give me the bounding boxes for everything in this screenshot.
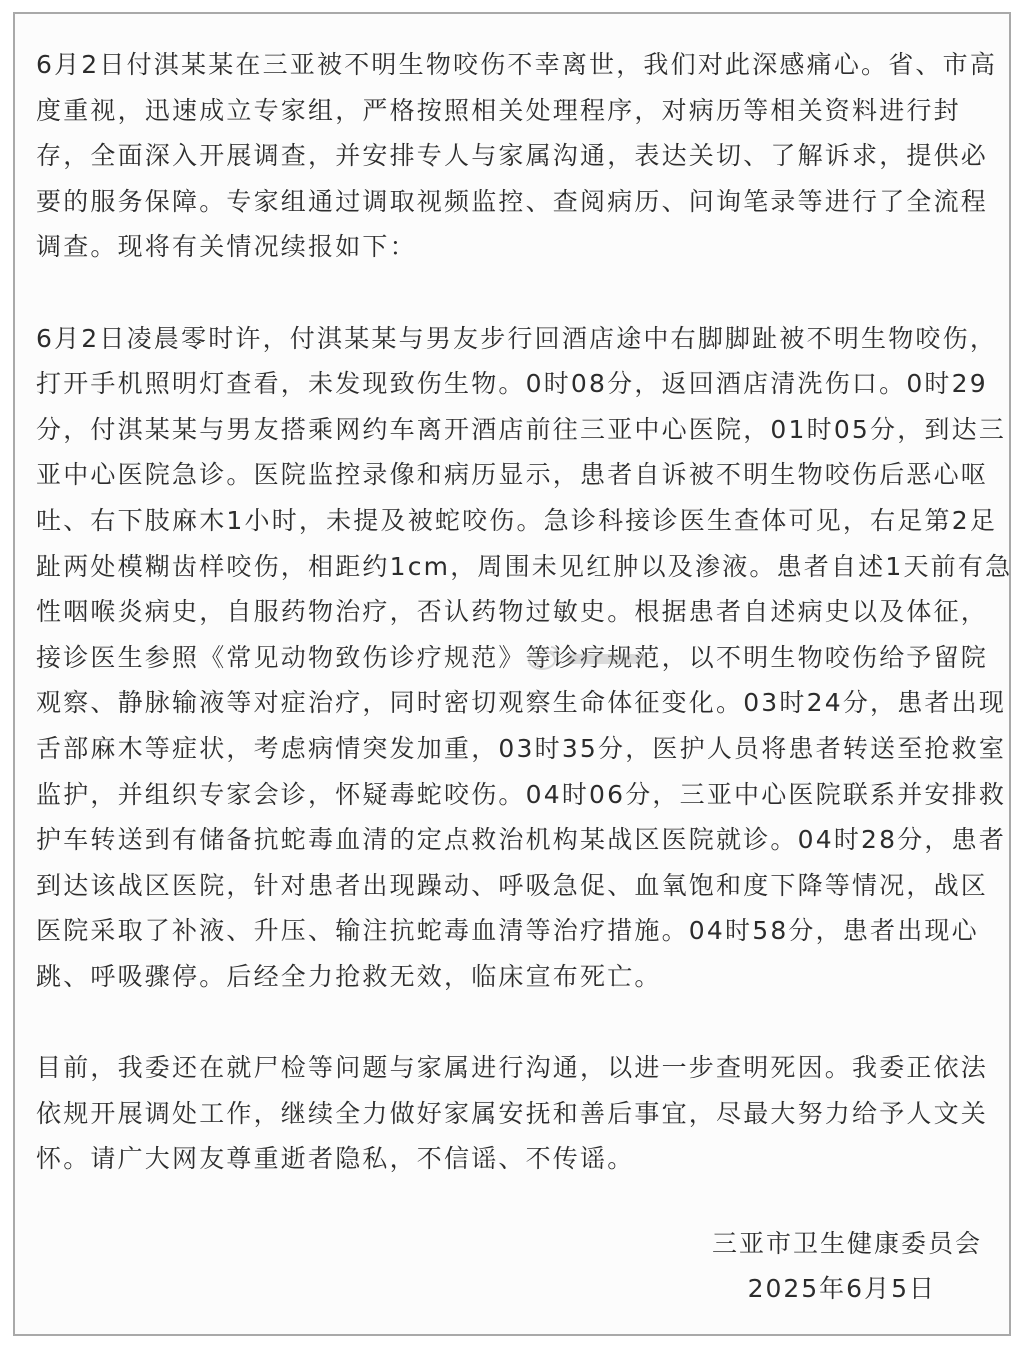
paragraph-timeline: [36, 316, 1013, 1000]
text-line: 度重视，迅速成立专家组，严格按照相关处理程序，对病历等相关资料进行封: [36, 95, 961, 125]
text-line: 趾两处模糊齿样咬伤，相距约1cm，周围未见红肿以及渗液。患者自述1天前有急: [36, 551, 1013, 581]
text-line: 打开手机照明灯查看，未发现致伤生物。0时08分，返回酒店清洗伤口。0时29: [36, 369, 988, 399]
watermark-text-blur: [567, 654, 647, 664]
text-line: 吐、右下肢麻木1小时，未提及被蛇咬伤。急诊科接诊医生查体可见，右足第2足: [36, 505, 998, 535]
text-line: 舌部麻木等症状，考虑病情突发加重，03时35分，医护人员将患者转送至抢救室: [36, 733, 1007, 763]
text-line: 6月2日付淇某某在三亚被不明生物咬伤不幸离世，我们对此深感痛心。省、市高: [36, 50, 998, 79]
text-line: 性咽喉炎病史，自服药物治疗，否认药物过敏史。根据患者自述病史以及体征，: [36, 597, 989, 627]
paragraph-closing: [36, 1045, 989, 1182]
text-line: 分，付淇某某与男友搭乘网约车离开酒店前往三亚中心医院，01时05分，到达三: [36, 414, 1007, 444]
text-line: 跳、呼吸骤停。后经全力抢救无效，临床宣布死亡。: [36, 961, 662, 991]
text-line: 存，全面深入开展调查，并安排专人与家属沟通，表达关切、了解诉求，提供必: [36, 141, 989, 171]
text-line: 亚中心医院急诊。医院监控录像和病历显示，患者自诉被不明生物咬伤后恶心呕: [36, 460, 989, 490]
text-line: 接诊医生参照《常见动物致伤诊疗规范》等诊疗规范，以不明生物咬伤给予留院: [36, 642, 989, 672]
signature-block: [712, 1221, 982, 1311]
text-line: 6月2日凌晨零时许，付淇某某与男友步行回酒店途中右脚脚趾被不明生物咬伤，: [36, 323, 998, 353]
text-line: 护车转送到有储备抗蛇毒血清的定点救治机构某战区医院就诊。04时28分，患者: [36, 825, 1007, 855]
text-line: 监护，并组织专家会诊，怀疑毒蛇咬伤。04时06分，三亚中心医院联系并安排救: [36, 779, 1007, 809]
weibo-logo-icon: [527, 643, 561, 675]
text-line: 到达该战区医院，针对患者出现躁动、呼吸急促、血氧饱和度下降等情况，战区: [36, 870, 989, 900]
text-line: 依规开展调处工作，继续全力做好家属安抚和善后事宜，尽最大努力给予人文关: [36, 1098, 989, 1128]
text-line: 医院采取了补液、升压、输注抗蛇毒血清等治疗措施。04时58分，患者出现心: [36, 916, 979, 946]
paragraph-intro: [36, 42, 998, 270]
signing-date: 2025年6月5日: [747, 1274, 936, 1303]
text-line: 目前，我委还在就尸检等问题与家属进行沟通，以进一步查明死因。我委正依法: [36, 1053, 989, 1083]
text-line: 观察、静脉输液等对症治疗，同时密切观察生命体征变化。03时24分，患者出现: [36, 688, 1007, 718]
text-line: 怀。请广大网友尊重逝者隐私，不信谣、不传谣。: [36, 1144, 635, 1174]
text-line: 调查。现将有关情况续报如下：: [36, 232, 417, 262]
signing-organization: 三亚市卫生健康委员会: [711, 1229, 982, 1258]
text-line: 要的服务保障。专家组通过调取视频监控、查阅病历、问询笔录等进行了全流程: [36, 186, 989, 216]
watermark: [527, 641, 649, 677]
notice-body: [36, 42, 1013, 1182]
